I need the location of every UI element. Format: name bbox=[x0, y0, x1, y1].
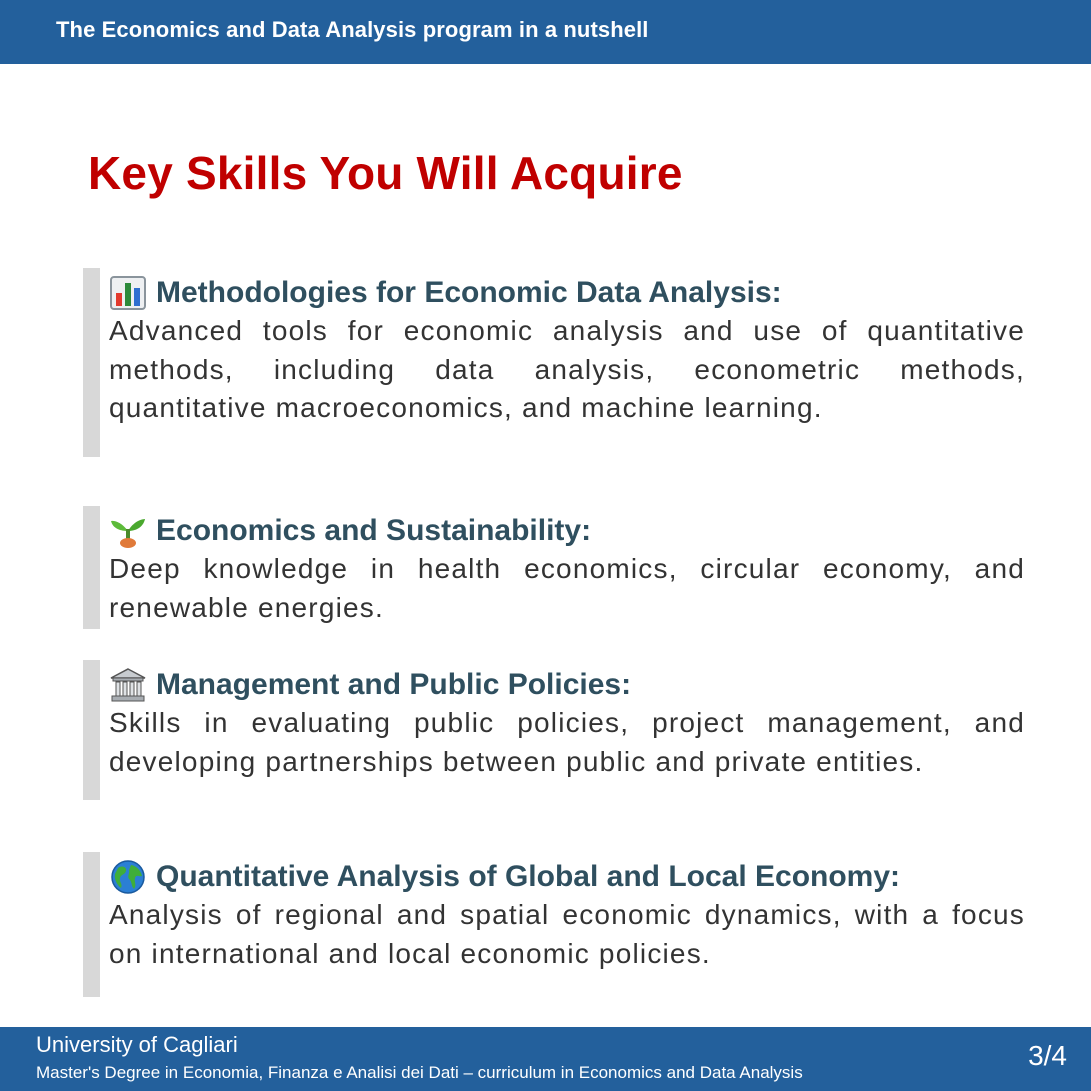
skill-accent-bar bbox=[83, 660, 100, 800]
skill-content bbox=[109, 858, 1025, 973]
skill-heading bbox=[109, 274, 1025, 312]
seedling-icon bbox=[109, 513, 147, 549]
bar-chart-icon bbox=[109, 275, 147, 311]
classical-building-icon bbox=[109, 667, 147, 703]
footer-university: University of Cagliari bbox=[36, 1032, 238, 1057]
skill-description: Advanced tools for economic analysis and use of quantitative methods, including data analysis, econometric methods, quantitative macroeconomics, and machine learning. bbox=[109, 315, 1025, 423]
skill-heading bbox=[109, 512, 1025, 550]
skill-item-sustainability bbox=[83, 506, 1025, 629]
skill-heading-text: Methodologies for Economic Data Analysis: bbox=[156, 276, 782, 309]
top-header-bar bbox=[0, 0, 1091, 64]
skill-accent-bar bbox=[83, 506, 100, 629]
skill-heading-text: Management and Public Policies: bbox=[156, 668, 632, 701]
globe-icon bbox=[109, 859, 147, 895]
skill-accent-bar bbox=[83, 852, 100, 997]
skill-description: Analysis of regional and spatial economic dynamics, with a focus on international and local economic policies. bbox=[109, 899, 1025, 969]
skill-heading-text: Quantitative Analysis of Global and Local Economy: bbox=[156, 860, 901, 893]
skill-heading-text: Economics and Sustainability: bbox=[156, 514, 592, 547]
skill-item-global-local bbox=[83, 852, 1025, 997]
skill-description: Deep knowledge in health economics, circular economy, and renewable energies. bbox=[109, 553, 1025, 623]
skill-description: Skills in evaluating public policies, project management, and developing partnerships between public and private entities. bbox=[109, 707, 1025, 777]
skill-content bbox=[109, 666, 1025, 781]
footer-bar bbox=[0, 1027, 1091, 1091]
skill-heading bbox=[109, 858, 1025, 896]
page-number: 3/4 bbox=[1028, 1040, 1067, 1071]
skill-content bbox=[109, 274, 1025, 428]
header-title: The Economics and Data Analysis program in a nutshell bbox=[56, 17, 649, 42]
skill-item-management bbox=[83, 660, 1025, 800]
skill-accent-bar bbox=[83, 268, 100, 457]
footer-degree: Master's Degree in Economia, Finanza e Analisi dei Dati – curriculum in Economics and Data Analysis bbox=[36, 1063, 803, 1082]
skill-item-methodologies bbox=[83, 268, 1025, 457]
skill-content bbox=[109, 512, 1025, 627]
skill-heading bbox=[109, 666, 1025, 704]
page-title: Key Skills You Will Acquire bbox=[88, 147, 683, 199]
